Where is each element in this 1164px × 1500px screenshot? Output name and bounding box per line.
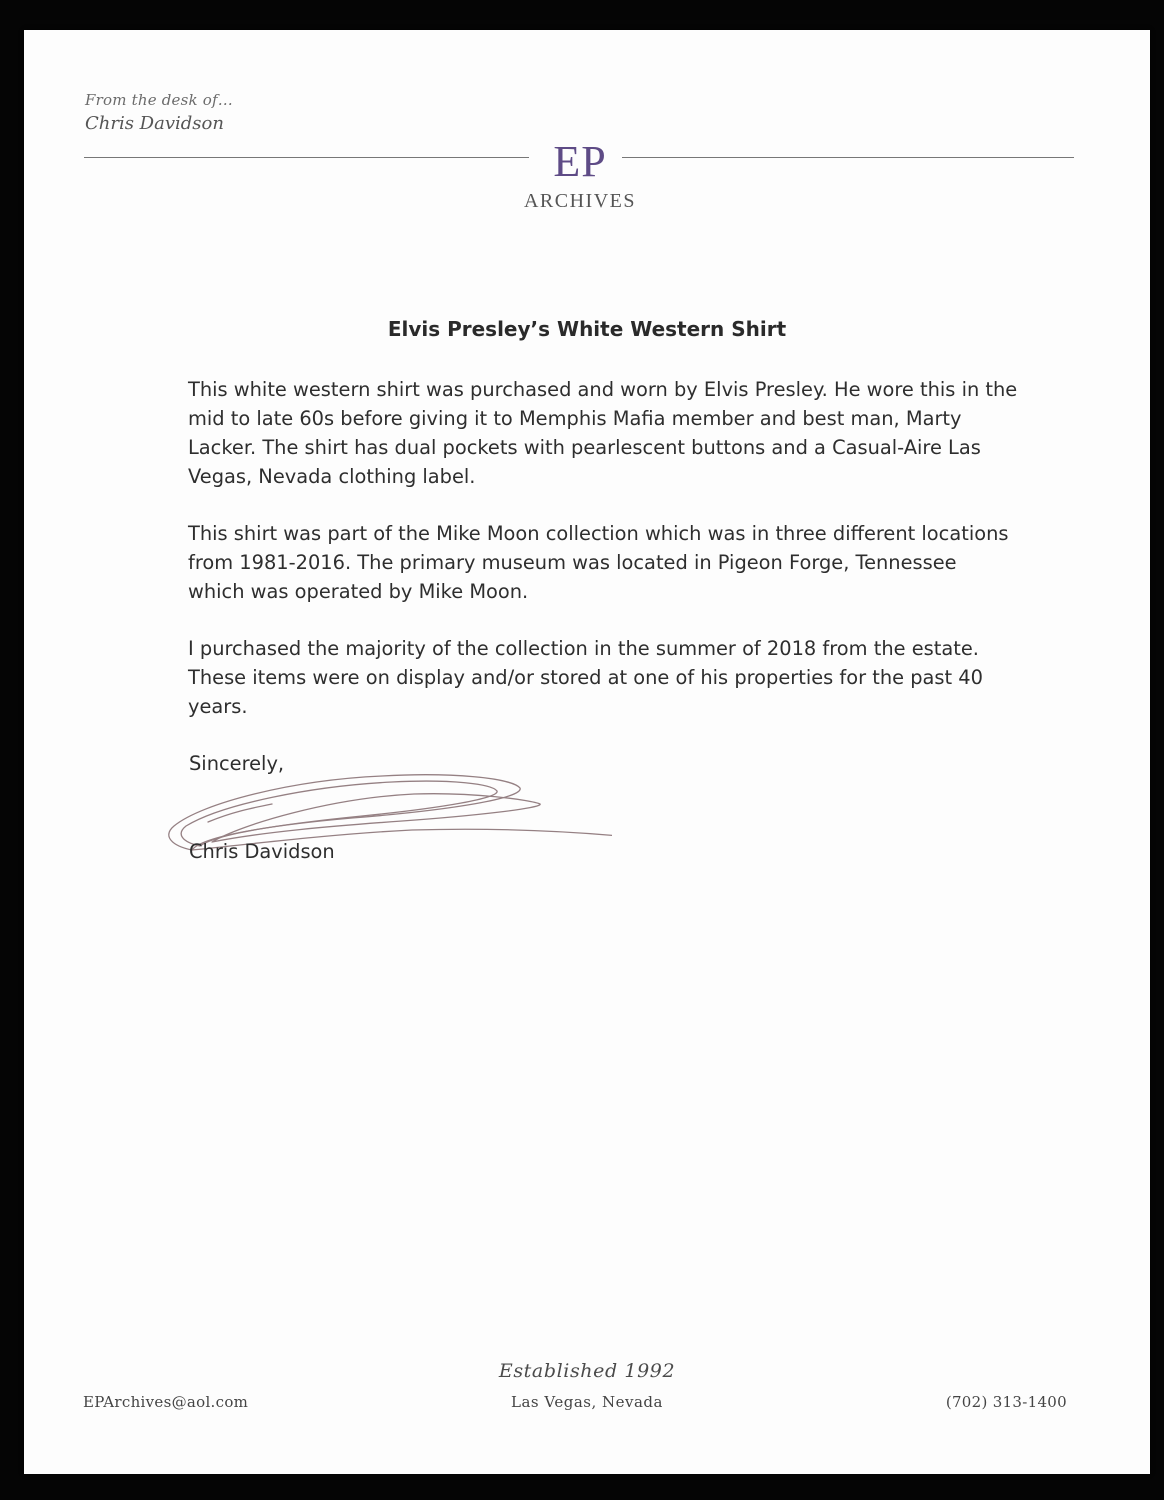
sender-name: Chris Davidson <box>85 113 224 134</box>
contact-email: EPArchives@aol.com <box>83 1393 249 1411</box>
paragraph-2: This shirt was part of the Mike Moon collection which was in three different locations from 1981-2016. The primary museum was located in Pigeon Forge, Tennessee which was operated by Mike Moon. <box>188 522 1009 603</box>
ep-archives-logo <box>480 137 680 213</box>
established-line: Established 1992 <box>498 1360 676 1382</box>
closing: Sincerely, <box>189 752 285 775</box>
from-the-desk <box>85 91 233 134</box>
paragraph-3: I purchased the majority of the collection in the summer of 2018 from the estate. These items were on display and/or stored at one of his properties for the past 40 years. <box>188 637 983 718</box>
letter-body <box>188 375 1018 749</box>
header-rule-right <box>622 157 1074 158</box>
logo-monogram: EP <box>553 137 607 186</box>
contact-phone: (702) 313-1400 <box>945 1393 1067 1411</box>
signer-name: Chris Davidson <box>189 840 335 863</box>
from-label: From the desk of… <box>85 91 233 109</box>
letter-title: Elvis Presley’s White Western Shirt <box>387 317 787 341</box>
city-line: Las Vegas, Nevada <box>511 1393 663 1411</box>
paragraph-1: This white western shirt was purchased and worn by Elvis Presley. He wore this in the mid to late 60s before giving it to Memphis Mafia member and best man, Marty Lacker. The shirt has dual pockets with pearlescent buttons and a Casual-Aire Las Vegas, Nevada clothing label. <box>188 378 1018 488</box>
letter-page <box>24 30 1150 1474</box>
logo-word: ARCHIVES <box>523 190 636 212</box>
header-rule-left <box>84 157 529 158</box>
